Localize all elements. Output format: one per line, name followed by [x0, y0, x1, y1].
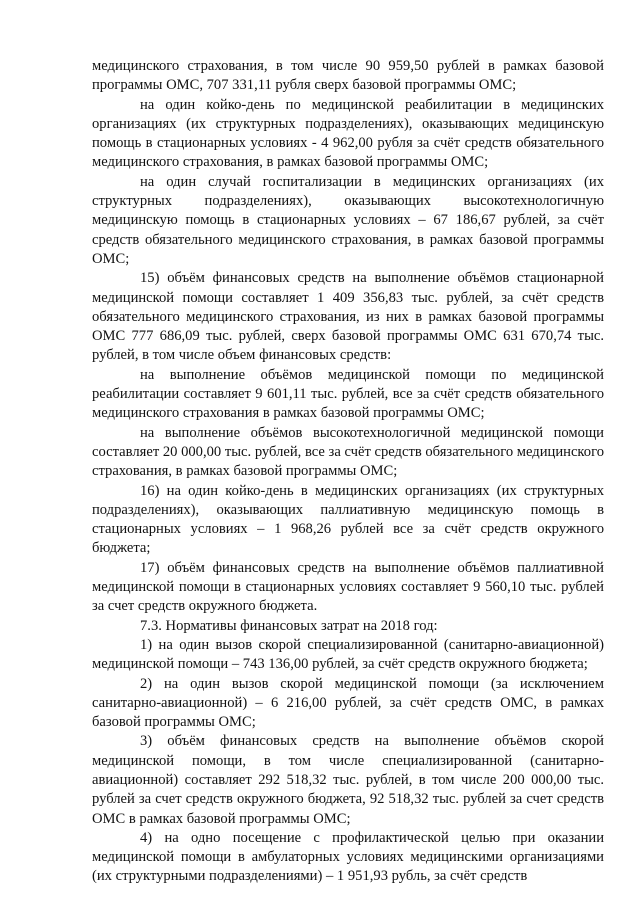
paragraph-item-3: 3) объём финансовых средств на выполнение объёмов скорой медицинской помощи, в том числе специализированной (санитарно-авиационной) составляет 292 518,32 тыс. рублей, в том числе 200 000,00 тыс. рублей за счет средств окружного бюджета, 92 518,32 тыс. рублей за счет средств ОМС в рамках базовой программы ОМС;	[92, 733, 604, 827]
paragraph-item-15: 15) объём финансовых средств на выполнение объёмов стационарной медицинской помощи составляет 1 409 356,83 тыс. рублей, за счёт средств обязательного медицинского страхования, из них в рамках базовой программы ОМС 777 686,09 тыс. рублей, сверх базовой программы ОМС 631 670,74 тыс. рублей, в том числе объем финансовых средств:	[92, 270, 604, 364]
paragraph-rehab-volume: на выполнение объёмов медицинской помощи по медицинской реабилитации составляет 9 601,11 тыс. рублей, все за счёт средств обязательного медицинского страхования в рамках базовой программы ОМС;	[92, 366, 604, 422]
paragraph-item-17: 17) объём финансовых средств на выполнение объёмов паллиативной медицинской помощи в стационарных условиях составляет 9 560,10 тыс. рублей за счет средств окружного бюджета.	[92, 559, 604, 615]
paragraph-item-4: 4) на одно посещение с профилактической целью при оказании медицинской помощи в амбулаторных условиях медицинскими организациями (их структурными подразделениями) – 1 951,93 рубль, за счёт средств	[92, 829, 604, 885]
section-heading-7-3: 7.3. Нормативы финансовых затрат на 2018 год:	[140, 617, 438, 634]
paragraph-high-tech-case: на один случай госпитализации в медицинских организациях (их структурных подразделениях), оказывающих высокотехнологичную медицинскую помощь в стационарных условиях – 67 186,67 рублей, за счёт средств обязательного медицинского страхования, в рамках базовой программы ОМС;	[92, 173, 604, 267]
paragraph-item-1: 1) на один вызов скорой специализированной (санитарно-авиационной) медицинской помощи – 743 136,00 рублей, за счёт средств окружного бюджета;	[92, 636, 604, 673]
paragraph-item-16: 16) на один койко-день в медицинских организациях (их структурных подразделениях), оказывающих паллиативную медицинскую помощь в стационарных условиях – 1 968,26 рублей все за счёт средств окружного бюджета;	[92, 482, 604, 557]
paragraph-high-tech-volume: на выполнение объёмов высокотехнологичной медицинской помощи составляет 20 000,00 тыс. рублей, все за счёт средств обязательного медицинского страхования, в рамках базовой программы ОМС;	[92, 424, 604, 480]
paragraph-rehab-bed-day: на один койко-день по медицинской реабилитации в медицинских организациях (их структурных подразделениях), оказывающих медицинскую помощь в стационарных условиях - 4 962,00 рубля за счёт средств обязательного медицинского страхования, в рамках базовой программы ОМС;	[92, 96, 604, 171]
paragraph-continuation: медицинского страхования, в том числе 90 959,50 рублей в рамках базовой программы ОМС, 707 331,11 рубля сверх базовой программы ОМС;	[92, 58, 604, 94]
paragraph-item-2: 2) на один вызов скорой медицинской помощи (за исключением санитарно-авиационной) – 6 216,00 рублей, за счёт средств ОМС, в рамках базовой программы ОМС;	[92, 675, 604, 731]
document-body	[92, 57, 604, 887]
